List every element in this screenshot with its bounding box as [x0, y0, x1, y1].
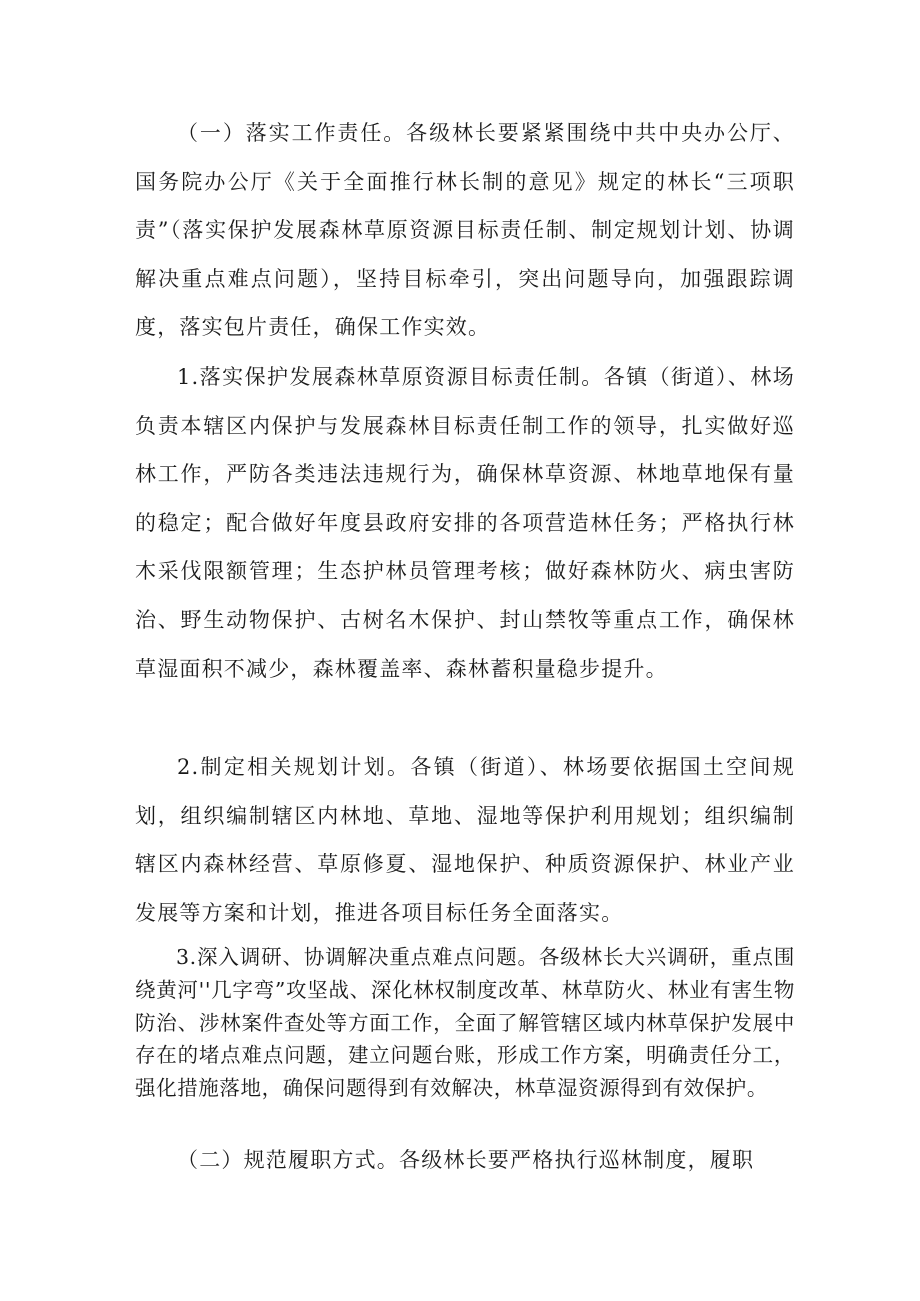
paragraph-target-responsibility-system: 1.落实保护发展森林草原资源目标责任制。各镇（街道）、林场负责本辖区内保护与发展森林目标责任制工作的领导，扎实做好巡林工作，严防各类违法违规行为，确保林草资源、林地草地保有量的稳定；配合做好年度县政府安排的各项营造林任务；严格执行林木采伐限额管理；生态护林员管理考核；做好森林防火、病虫害防治、野生动物保护、古树名木保护、封山禁牧等重点工作，确保林草湿面积不减少，森林覆盖率、森林蓄积量稳步提升。 [135, 365, 795, 681]
paragraph-duty-performance: （二）规范履职方式。各级林长要严格执行巡林制度，履职 [177, 1148, 755, 1172]
paragraph-planning: 2.制定相关规划计划。各镇（街道）、林场要依据国土空间规划，组织编制辖区内林地、草地、湿地等保护利用规划；组织编制辖区内森林经营、草原修夏、湿地保护、种质资源保护、林业产业发展等方案和计划，推进各项目标任务全面落实。 [135, 755, 795, 925]
paragraph-work-responsibility: （一）落实工作责任。各级林长要紧紧围绕中共中央办公厅、国务院办公厅《关于全面推行林长制的意见》规定的林长“三项职责”（落实保护发展森林草原资源目标责任制、制定规划计划、协调解决重点难点问题），坚持目标牵引，突出问题导向，加强跟踪调度，落实包片责任，确保工作实效。 [135, 121, 795, 340]
paragraph-research-problems: 3.深入调研、协调解决重点难点问题。各级林长大兴调研，重点围绕黄河''几字弯”攻坚战、深化林权制度改革、林草防火、林业有害生物防治、涉林案件查处等方面工作，全面了解管辖区域内林草保护发展中存在的堵点难点问题，建立问题台账，形成工作方案，明确责任分工，强化措施落地，确保问题得到有效解决，林草湿资源得到有效保护。 [135, 945, 795, 1101]
